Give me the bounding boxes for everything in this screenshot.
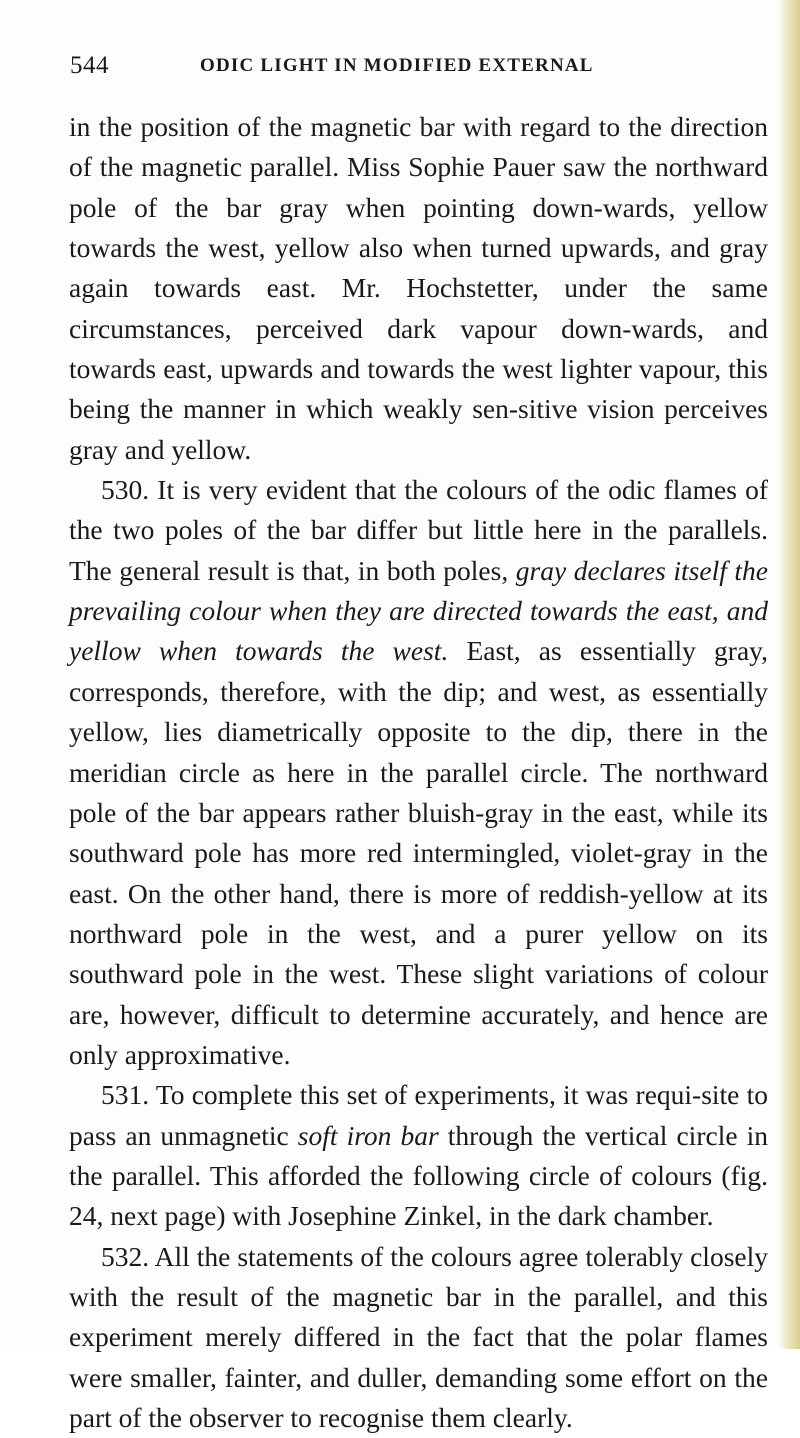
text-segment: East, as essentially gray, corresponds, therefore, with the dip; and west, as essentially yellow, lies diametrically opposite to the dip, there in the meridian circle as here in the parallel circle. The northward pole of the bar appears rather bluish-gray in the east, while its southward pole has more red intermingled, violet-gray in the east. On the other hand, there is more of reddish-yellow at its northward pole in the west, and a purer yellow on its southward pole in the west. These slight variations of colour are, however, difficult to determine accurately, and hence are only approximative. (69, 635, 769, 1070)
paragraph-530 (69, 470, 768, 1075)
text-segment: in the position of the magnetic bar with regard to the direction of the magnetic parallel. Miss Sophie Pauer saw the northward pole of the bar gray when pointing down-wards, yellow towards the west, yellow also when turned upwards, and gray again towards east. Mr. Hochstetter, under the same circumstances, perceived dark vapour down-wards, and towards east, upwards and towards the west lighter vapour, this being the manner in which weakly sen-sitive vision perceives gray and yellow. (69, 111, 768, 465)
text-segment: 531. To complete this set of experiments, it was requi-site to pass an unmagnetic (69, 1079, 768, 1151)
text-segment: 530. It is very evident that the colours of the odic flames of the two poles of the bar differ but little here in the parallels. The general result is that, in both poles, (69, 474, 768, 586)
text-segment: through the vertical circle in the parallel. This afforded the following circle of colours (fig. 24, next page) with Josephine Zinkel, in the dark chamber. (69, 1119, 768, 1232)
running-head: ODIC LIGHT IN MODIFIED EXTERNAL (200, 55, 594, 76)
page-header (70, 52, 760, 92)
paragraph-531 (69, 1075, 768, 1236)
paragraph-532 (69, 1237, 768, 1438)
page-edge-shadow (778, 0, 800, 1349)
italic-segment: soft iron bar (297, 1119, 439, 1151)
body-text (69, 107, 768, 1438)
italic-segment: gray declares itself the prevailing colour when they are directed towards the east, and yellow when towards the west. (69, 554, 768, 667)
page-number: 544 (70, 52, 109, 79)
text-segment: 532. All the statements of the colours agree tolerably closely with the result of the magnetic bar in the parallel, and this experiment merely differed in the fact that the polar flames were smaller, fainter, and duller, demanding some effort on the part of the observer to recognise them clearly. (69, 1240, 768, 1433)
paragraph (69, 107, 768, 470)
